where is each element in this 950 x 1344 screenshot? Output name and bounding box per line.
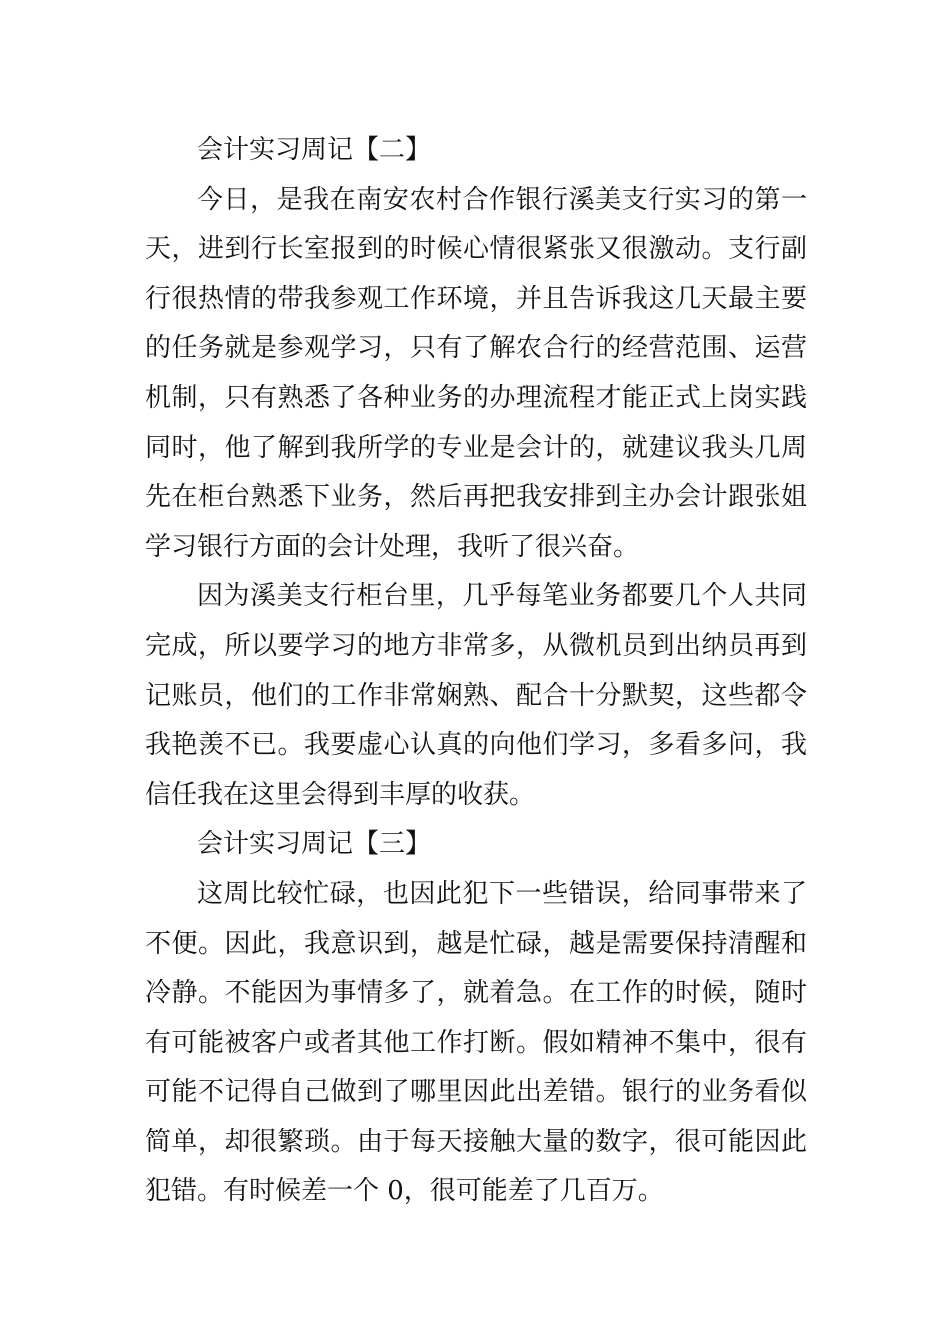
paragraph-line: 先在柜台熟悉下业务，然后再把我安排到主办会计跟张姐 [145, 482, 807, 513]
paragraph-line: 冷静。不能因为事情多了，就着急。在工作的时候，随时 [145, 978, 807, 1009]
paragraph-line: 完成，所以要学习的地方非常多，从微机员到出纳员再到 [145, 630, 807, 661]
paragraph-line: 因为溪美支行柜台里，几乎每笔业务都要几个人共同 [197, 581, 807, 612]
paragraph-line: 今日，是我在南安农村合作银行溪美支行实习的第一 [197, 184, 807, 215]
paragraph-line: 的任务就是参观学习，只有了解农合行的经营范围、运营 [145, 333, 807, 364]
paragraph-line: 犯错。有时候差一个 0，很可能差了几百万。 [145, 1176, 664, 1207]
paragraph-line: 行很热情的带我参观工作环境，并且告诉我这几天最主要 [145, 283, 807, 314]
paragraph-line: 不便。因此，我意识到，越是忙碌，越是需要保持清醒和 [145, 928, 807, 959]
paragraph-line: 同时，他了解到我所学的专业是会计的，就建议我头几周 [145, 432, 807, 463]
paragraph-line: 有可能被客户或者其他工作打断。假如精神不集中，很有 [145, 1027, 807, 1058]
paragraph-line: 记账员，他们的工作非常娴熟、配合十分默契，这些都令 [145, 680, 807, 711]
paragraph-line: 我艳羡不已。我要虚心认真的向他们学习，多看多问，我 [145, 730, 807, 761]
section-heading: 会计实习周记【三】 [197, 829, 432, 860]
paragraph-line: 信任我在这里会得到丰厚的收获。 [145, 779, 536, 810]
paragraph-line: 天，进到行长室报到的时候心情很紧张又很激动。支行副 [145, 234, 807, 265]
paragraph-line: 简单，却很繁琐。由于每天接触大量的数字，很可能因此 [145, 1126, 807, 1157]
section-heading: 会计实习周记【二】 [197, 135, 432, 165]
paragraph-line: 这周比较忙碌，也因此犯下一些错误，给同事带来了 [197, 878, 807, 909]
document-body [145, 126, 807, 1217]
paragraph-line: 学习银行方面的会计处理，我听了很兴奋。 [145, 531, 640, 562]
paragraph-line: 可能不记得自己做到了哪里因此出差错。银行的业务看似 [145, 1077, 807, 1108]
paragraph-line: 机制，只有熟悉了各种业务的办理流程才能正式上岗实践 [145, 382, 807, 413]
